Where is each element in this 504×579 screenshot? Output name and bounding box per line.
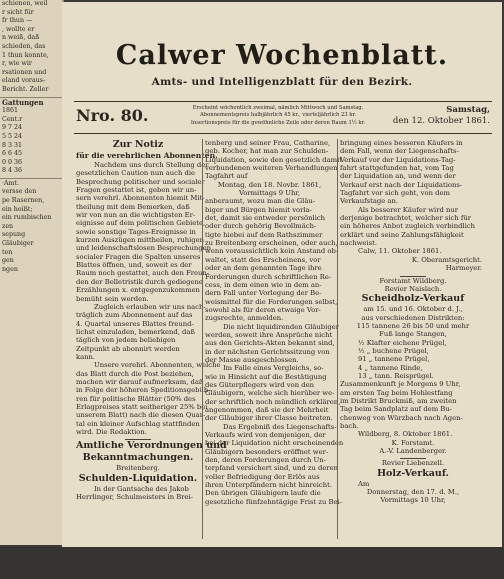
text-line: Gläubigern, welche sich hierüber we- [205,389,335,398]
previous-page-line: , wollte er [2,25,35,33]
text-line: Liquidation, sowie den gesetzlich damit [205,155,342,164]
previous-page-line: fr thun — [2,17,33,25]
previous-page-line: ngen [2,265,18,273]
publication-notes [150,105,406,127]
text-line: der schriftlich noch mündlich erklären, [205,397,341,406]
text-line: am ersten Tag beim Hohlestfang [340,388,453,397]
header-rule-top [74,101,492,102]
text-line: gesetzliche fünfzehntägige Frist zu Bei- [205,497,343,506]
text-line: in Folge der höheren Speditionsgebüh- [76,386,211,395]
text-line: geb. Kocher, hat man zur Schulden- [205,147,329,156]
text-line: Herrlinger, Schulmeisters in Brei- [76,493,193,502]
section-heading: Amtliche Verordnungen und [76,440,227,452]
previous-page-line: Cent.r [2,115,23,123]
text-line: tal ein kleiner Aufschlag stattfinden [76,419,200,428]
previous-page-line: zen [2,222,14,230]
publication-note-line: Insertionspreis für die gewöhnliche Zeile oder deren Raum 1½ kr. [190,119,366,126]
text-line: des Güterpflegers wird von den [205,380,314,389]
text-line: unserem Blatt) nach die diesen Quar- [76,411,206,420]
section-heading: Scheidholz-Verkauf [361,293,465,305]
text-line: Am [358,479,370,488]
text-line: eignisse auf dem politischen Gebiete, [76,219,206,228]
text-line: Zeitpunkt ab abonnirt werden [76,344,180,353]
text-line: theilung mit dem Bemerken, daß [76,202,190,211]
text-line: Calw, 11. Oktober 1861. [358,247,442,256]
previous-page-line: ·Amt. [0,178,62,189]
text-line: Harmeyer. [445,264,482,273]
previous-page-line: 1 thun konnte, [2,51,49,59]
text-line: anberaumt, wozu man die Gläu- [205,197,316,206]
text-line: Tagfahrt vor sich geht, von dem [340,189,450,198]
text-line: socialer Fragen die Spalten unseres [76,252,201,261]
text-line: oder durch gehörig Bevollmäch- [205,222,317,231]
newspaper-page [62,2,502,547]
masthead-title: Calwer Wochenblatt. [115,40,449,71]
text-line: Verkaufs wird von demjenigen, der [205,431,326,440]
text-line: Breitenberg. [116,464,160,473]
text-line: Revier Liebenzell. [381,459,445,468]
section-heading: für die verehrlichen Abonnenten. [76,151,218,160]
text-line: Raum noch gestattet, auch den Freun- [76,269,210,278]
text-line: Vormittags 9 Uhr, [238,189,300,198]
issue-date-text: den 12. Oktober 1861. [392,116,490,126]
text-line: machen wir darauf aufmerksam, daß [76,377,204,386]
text-line: fahrt stattgefunden hat, vom Tag [340,164,454,173]
text-line: bei der Liquidation nicht erscheinenden [205,439,344,448]
text-line: cess, in dem einen wie in dem an- [205,280,322,289]
publication-note-line: Erscheint wöchentlich zweimal, nämlich Mittwoch und Samstag. [192,105,364,111]
text-line: ½ „ buchene Prügel, [358,346,429,355]
section-heading: Schulden-Liquidation. [78,472,198,484]
text-line: den, deren Forderungen durch Un- [205,456,326,465]
text-line: sern verehrl. Abonnenten hiemit Mit- [76,194,205,203]
text-line: derjenige betrachtet, welcher sich für [340,214,472,223]
text-line: 13 „ tann. Reisprügel. [358,371,434,380]
text-line: Im Falle eines Vergleichs, so- [223,364,324,373]
text-line: aus den Gerichts-Akten bekannt sind, [205,339,335,348]
text-line: tigte hiebei auf dem Rathszimmer [205,230,323,239]
text-line: Forderungen durch schriftlichen Re- [205,272,332,281]
header-rule-bottom [74,133,492,134]
text-line: bringung eines besseren Käufers in [340,139,463,147]
text-line: oder an dem genannten Tage ihre [205,264,322,273]
text-line: kann. [76,352,96,361]
publication-note-line: Abonnementspreis halbjährlich 45 kr., vierteljährlich 23 kr. [200,112,356,119]
text-line: Zugleich erlauben wir uns nach- [94,302,206,311]
previous-page-line: r sicht für [2,8,34,16]
text-line: A.-V. Landenberger. [379,447,447,456]
previous-page-line: Gattungen [0,97,62,108]
text-line: ihren Unterpfändern nicht hinreicht. [205,481,333,490]
text-line: in der nächsten Gerichtssitzung von [205,347,330,356]
text-line: K. Forstamt. [391,438,435,447]
section-heading: Zur Notiz [112,139,164,150]
previous-page-line: 9 7 24 [2,124,23,132]
text-line: verbundenen weiteren Verhandlungen [205,164,338,173]
text-line: sowohl als für deren etwaige Vor- [205,305,321,314]
text-line: Wildberg, 8. Oktober 1861. [358,430,453,439]
column-divider [337,139,338,539]
text-line: Unsere verehrl. Abonnenten, welche [94,361,221,370]
previous-page-line: 0 0 36 [2,158,23,166]
text-line: K. Oberamtsgericht. [411,255,482,264]
previous-page-line: 8 4 36 [2,167,23,175]
text-line: Als besserer Käufer wird nur [358,205,458,214]
previous-page-line: sepung [2,231,26,239]
text-line: Besprechung politischer und socialer [76,177,205,186]
text-line: Donnerstag, den 17. d. M., [366,488,460,497]
text-line: wie in Hinsicht auf die Bestätigung [205,372,327,381]
text-line: gesetzlichen Caution nun auch die [76,169,196,178]
previous-page-line: schieden, das [2,42,46,50]
previous-page-line: 6 6 45 [2,150,23,158]
text-line: angenommen, daß sie der Mehrheit [205,406,329,414]
text-line: Fragen gestattet ist, geben wir un- [76,186,197,195]
text-line: Tag beim Sandplatz auf dem Bu- [340,405,452,414]
previous-page-line: rsationen und [2,68,47,76]
previous-page-line: versse den [2,188,37,196]
text-line: Tagfahrt auf [205,172,248,181]
text-line: Die nicht liquidirenden Gläubiger [223,322,339,331]
text-line: dern Fall unter Vorlegung der Be- [205,289,322,298]
text-line: Vormittags 10 Uhr, [380,496,446,505]
text-line: der Masse ausgeschlossen. [205,355,299,364]
column-3 [340,139,486,544]
text-line: 115 tannene 26 bis 50 und mehr [356,321,470,330]
text-line: wenn voraussichtlich kein Anstand ob- [205,247,339,256]
column-divider [202,139,203,539]
text-line: Erlagpreises statt seitheriger 25% bei [76,402,208,411]
section-heading: Holz-Verkauf. [377,467,449,479]
text-line: chenweg von Würzbach nach Agen- [340,413,463,422]
text-line: werden, soweit ihre Ansprüche nicht [205,330,333,339]
text-line: Blattes öffnen, und, soweit es der [76,261,192,270]
text-line: im Distrikt Bruckmiß, am zweiten [340,396,457,405]
text-line: der Liquidation an, und wenn der [340,172,456,181]
previous-page-line: pe Rasernen, [2,197,45,205]
text-line: Das Ergebniß des Liegenschafts- [223,422,337,431]
text-line: 4. Quartal unseres Blattes freund- [76,319,194,328]
column-2 [205,139,344,544]
text-line: Fuß lange Stangen, [379,330,447,339]
text-line: Nachdem uns durch Stellung der [94,161,209,169]
text-line: das Blatt durch die Post beziehen, [76,369,194,378]
text-line: Verkaufstage an. [340,197,399,206]
previous-page-line: ein heißt; [2,205,33,213]
text-line: Montag, den 18. Novbr. 1861, [217,180,322,189]
text-line: sowie sonstige Tages-Ereignisse in [76,227,196,236]
previous-page-line: n weiß, daß [2,34,40,42]
text-line: nachweist. [340,239,378,248]
text-line: waltet, statt des Erscheinens, vor [205,255,321,264]
issue-date [393,105,490,127]
text-line: tenberg und seiner Frau, Catharine, [205,139,331,147]
previous-page-line: Bericht. Zeller [2,85,49,93]
previous-page-line: eland voraus- [2,77,46,85]
previous-page-line: ten [2,248,13,256]
text-line: zugsrechte, anmelden. [205,314,284,323]
text-line: Forstamt Wildberg. [379,276,447,285]
text-line: Erzählungen x. entgegenzukommen [76,286,200,295]
previous-page-line: r, wie wir [2,60,32,68]
text-line: kurzen Auszügen mittheilen, ruhigen [76,236,205,245]
text-line: Gläubigern besonders eröffnet wer- [205,447,329,456]
text-line: dem Fall, wenn der Liegenschafts- [340,147,459,156]
text-line: Revier Naislach. [384,284,442,293]
text-line: 4 „ tannene Rinde, [358,363,423,372]
previous-page-line: ein rumbischen [2,214,52,222]
text-line: ren für politische Blätter (50% des [76,394,196,403]
text-line: terpfand versichert sind, und zu deren [205,464,339,473]
previous-page-line: schienen, weil [2,0,48,7]
text-line: am 15. und 16. Oktober d. J., [363,305,463,314]
masthead-subtitle: Amts- und Intelligenzblatt für den Bezirk. [151,76,413,88]
text-line: zu Breitenberg erscheinen, oder auch, [205,239,338,248]
previous-page-line: 8 3 31 [2,141,23,149]
text-line: bach. [340,422,359,430]
text-line: ½ Klafter eichene Prügel, [358,338,447,347]
text-line: Den übrigen Gläubigern laufe die [205,489,321,498]
text-line: Zusammenkunft je Morgens 9 Uhr, [340,380,461,389]
issue-number: Nro. 80. [76,106,149,125]
binding-shadow [0,547,504,579]
text-line: bemüht sein werden. [76,294,149,303]
text-line: In der Gantsache des Jakob [94,484,189,493]
text-line: täglich von jedem beliebigen [76,336,176,345]
text-line: träglich zum Abonnement auf das [76,311,193,320]
previous-page-edge [0,0,64,545]
text-line: aus verschiedenen Distrikten: [361,313,465,322]
text-line: voller Befriedigung der Erlös aus [205,472,320,481]
previous-page-line: 1861 [2,107,19,115]
text-line: ein höheres Anbot zugleich verbindlich [340,222,476,231]
text-line: wird. Die Redaktion. [76,428,147,436]
text-line: erklärt und seine Zahlungsfähigkeit [340,230,464,239]
text-line: weismittel für die Forderungen selbst, [205,297,338,306]
text-line: lichst einzuladen, bemerkend, daß [76,327,195,336]
text-line: den der Belletristik durch gediegene [76,277,203,286]
text-line: und leidenschaftslosen Besprechungen [76,244,211,253]
text-line: Verkauf vor der Liquidations-Tag- [340,155,456,164]
text-line: wir von nun an die wichtigsten Er- [76,211,196,220]
previous-page-line: 5 5 24 [2,132,23,140]
text-line: der Gläubiger ihrer Classe beitreten. [205,414,333,423]
text-line: biger und Bürgen hiemit vorla- [205,205,312,214]
issue-weekday: Samstag, [446,105,490,115]
text-line: det, damit sie entweder persönlich [205,214,326,223]
text-line: Verkauf erst nach der Liquidations- [340,180,463,189]
section-heading: Bekanntmachungen. [82,452,194,464]
previous-page-line: Gläubiger [2,240,34,248]
text-line: 91 „ tannene Prügel, [358,355,430,364]
previous-page-line: gen [2,257,14,265]
